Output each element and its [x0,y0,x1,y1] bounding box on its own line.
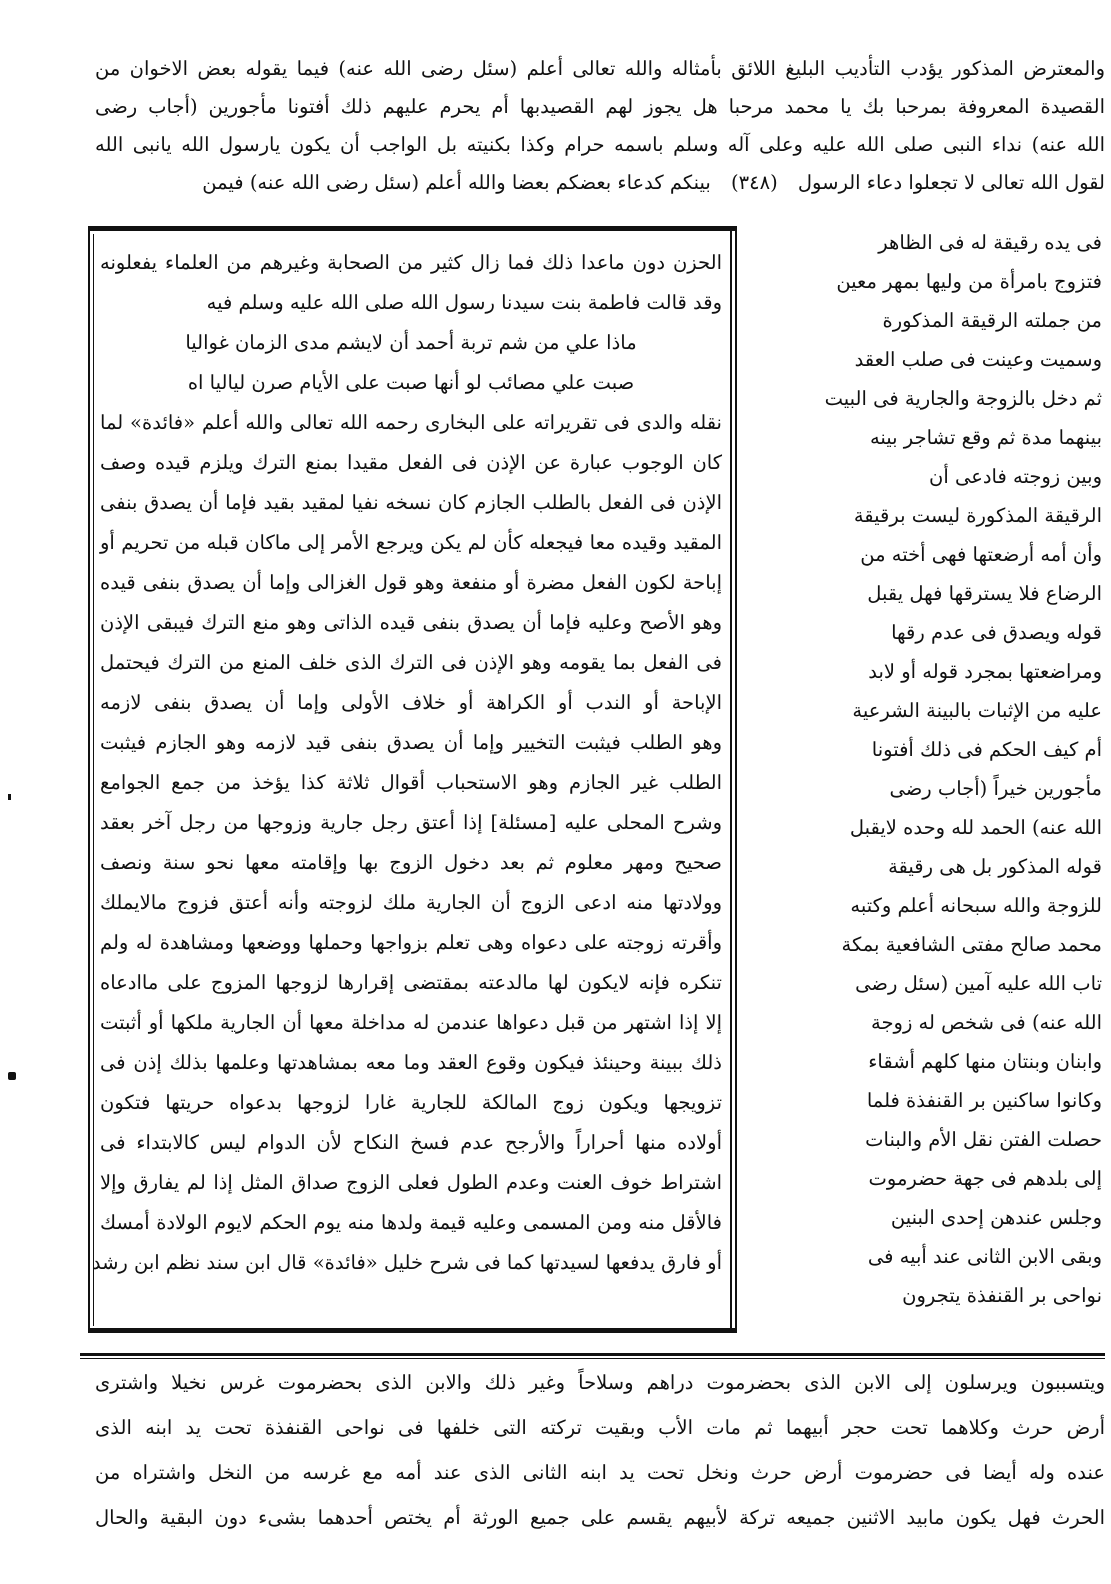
side-line: وابنان وبنتان منها كلهم أشقاء [868,1050,1102,1073]
side-line: قوله ويصدق فى عدم رقها [891,621,1102,644]
scan-mark [8,794,11,800]
side-line: الرضاع فلا يسترقها فهل يقبل [867,582,1102,605]
side-line: محمد صالح مفتى الشافعية بمكة [841,933,1102,956]
frame-left-inner-rule [93,234,94,1326]
frame-top-rule [88,226,737,231]
side-line: الله عنه) الحمد لله وحده لايقبل [849,816,1102,839]
bottom-line: أرض حرث وكلاهما تحت حجر أبيهما ثم مات الأب وبقيت تركته التى خلفها فى نواحى القنفذة تحت يد ابنه الذى [95,1416,1105,1439]
side-line: وكانوا ساكنين بر القنفذة فلما [866,1089,1102,1112]
poem-verse: ماذا علي من شم تربة أحمد أن لايشم مدى الزمان غواليا [185,331,637,354]
side-line: الرقيقة المذكورة ليست برقيقة [853,504,1102,527]
top-line: والمعترض المذكور يؤدب التأديب البليغ اللائق بأمثاله والله تعالى أعلم (سئل رضى الله عنه) فيما يقوله بعض الاخوان من [95,57,1105,80]
top-line-segment: لقول الله تعالى لا تجعلوا دعاء الرسول [797,171,1105,194]
side-line: قوله المذكور بل هى رقيقة [888,855,1102,878]
bottom-section-thin-rule [80,1358,1105,1359]
side-line: للزوجة والله سبحانه أعلم وكتبه [850,894,1102,917]
top-line-with-page-number [95,166,1105,200]
frame-bottom-rule [88,1328,737,1333]
main-line: إباحة لكون الفعل مضرة أو منفعة وهو قول الغزالى وإما أن يصدق بنفى قيده [100,571,722,594]
side-line: نواحى بر القنفذة يتجرون [902,1284,1102,1307]
side-line: فتزوج بامرأة من وليها بمهر معين [836,270,1102,293]
main-line: وأقرته زوجته على دعواه وهى تعلم بزواجها وحملها ووضعها ومشاهدة له ولم [100,931,722,954]
scan-mark [8,1072,16,1080]
side-line: وبين زوجته فادعى أن [929,465,1102,488]
frame-right-rule [735,226,737,1333]
main-line: أو فارق يدفعها لسيدتها كما فى شرح خليل «فائدة» قال ابن سند نظم ابن رشد [91,1251,722,1274]
side-line: من جملته الرقيقة المذكورة [882,309,1102,332]
side-line: إلى بلدهم فى جهة حضرموت [868,1167,1102,1190]
frame-right-inner-rule [730,226,732,1333]
side-line: مأجورين خيراً (أجاب رضى [889,777,1102,800]
side-line: ومراضعتها بمجرد قوله أو لابد [868,660,1102,683]
page-number: (٣٤٨) [731,171,778,194]
main-line: إلا إذا اشتهر من قبل دعواها عندمن له مداخلة معها أن الجارية ملكها أو أثبتت [100,1011,722,1034]
side-line: الله عنه) فى شخص له زوجة [871,1011,1102,1034]
bottom-line: الحرث فهل يكون مابيد الاثنين جميعه تركة لأبيهم يقسم على جميع الورثة أم يختص أحدهما بشىء دون البقية والحال [95,1506,1105,1529]
bottom-section-rule [80,1353,1105,1356]
main-line: المقيد وقيده معا فيجعله كأن لم يكن ويرجع الأمر إلى ماكان قبله من تحريم أو [100,531,722,554]
top-line-segment: بينكم كدعاء بعضكم بعضا والله أعلم (سئل رضى الله عنه) فيمن [202,171,711,194]
main-line: اشتراط خوف العنت وعدم الطول فعلى الزوج صداق المثل إذا لم يفارق وإلا [100,1171,722,1194]
bottom-line: عنده وله أيضا فى حضرموت أرض حرث ونخل تحت يد ابنه الثانى الذى عند أمه مع غرسه من النخل واشتراه من [95,1461,1105,1484]
side-line: عليه من الإثبات بالبينة الشرعية [852,699,1102,722]
main-line: وهو الأصح وعليه فإما أن يصدق بنفى قيده الذاتى وهو منع الترك فيبقى الإذن [100,611,722,634]
main-line: نقله والدى فى تقريراته على البخارى رحمه الله تعالى والله أعلم «فائدة» لما [100,411,722,434]
main-line: وشرح المحلى عليه [مسئلة] إذا أعتق رجل جارية وزوجها من رجل آخر بعقد [100,811,722,834]
main-line: الإباحة أو الندب أو الكراهة أو خلاف الأولى وإما أن يصدق بنفى لازمه [100,691,722,714]
side-line: حصلت الفتن نقل الأم والبنات [865,1128,1102,1151]
side-line: وجلس عندهن إحدى البنين [890,1206,1102,1229]
main-line: أولاده منها أحراراً والأرجح عدم فسخ النكاح لأن الدوام ليس كالابتداء فى [100,1131,722,1154]
main-line: الطلب غير الجازم وهو الاستحباب أقوال ثلاثة كذا يؤخذ من جمع الجوامع [100,771,722,794]
main-line: وقد قالت فاطمة بنت سيدنا رسول الله صلى الله عليه وسلم فيه [206,291,722,314]
main-line: الحزن دون ماعدا ذلك فما زال كثير من الصحابة وغيرهم من العلماء يفعلونه [100,251,722,274]
frame-left-rule [88,226,90,1333]
main-line: فالأقل منه ومن المسمى وعليه قيمة ولدها منه يوم الحكم لايوم الولادة أمسك [100,1211,722,1234]
main-line: الإذن فى الفعل بالطلب الجازم كان نسخه نفيا لمقيد بقيد فإما أن يصدق بنفى [100,491,722,514]
side-line: ثم دخل بالزوجة والجارية فى البيت [824,387,1102,410]
side-line: بينهما مدة ثم وقع تشاجر بينه [869,426,1102,449]
bottom-line: ويتسببون ويرسلون إلى الابن الذى بحضرموت دراهم وسلاحاً وغير ذلك والابن الذى بحضرموت غرس نخيلا واشترى [95,1371,1105,1394]
side-line: وبقى الابن الثانى عند أبيه فى [867,1245,1102,1268]
main-line: كان الوجوب عبارة عن الإذن فى الفعل مقيدا بمنع الترك ويلزم قيده وصف [100,451,722,474]
main-line: تنكره فإنه لايكون لها مالدعته بمقتضى إقرارها لزوجها المزوج على ماادعاه [100,971,722,994]
main-line: فى الفعل بما يقومه وهو الإذن فى الترك الذى خلف المنع من الترك فيحتمل [100,651,722,674]
top-line: القصيدة المعروفة بمرحبا بك يا محمد مرحبا هل يجوز لهم القصيدبها أم يحرم عليهم ذلك أفتونا مأجورين (أجاب رضى [95,95,1105,118]
main-line: ذلك ببينة وحينئذ فيكون وقوع العقد وما معه بمشاهدتها وعلمها بذلك إذن فى [100,1051,722,1074]
poem-verse: صبت علي مصائب لو أنها صبت على الأيام صرن لياليا اه [187,371,635,394]
main-line: تزويجها ويكون زوج المالكة للجارية غارا لزوجها بدعواه حريتها فتكون [100,1091,722,1114]
top-line: الله عنه) نداء النبى صلى الله عليه وعلى آله وسلم باسمه حرام وكذا بكنيته بل الواجب أن يكون يارسول الله يانبى الله [95,133,1105,156]
main-line: صحيح ومهر معلوم ثم بعد دخول الزوج بها وإقامته معها نحو سنة ونصف [100,851,722,874]
main-line: وولادتها منه ادعى الزوج أن الجارية ملك لزوجته وأنه أعتق فزوج مالايملك [100,891,722,914]
side-line: أم كيف الحكم فى ذلك أفتونا [871,738,1102,761]
side-line: فى يده رقيقة له فى الظاهر [878,231,1102,254]
main-line: وهو الطلب فيثبت التخيير وإما أن يصدق بنفى قيد لازمه وهو الجازم فيثبت [100,731,722,754]
side-line: وأن أمه أرضعتها فهى أخته من [860,543,1102,566]
side-line: وسميت وعينت فى صلب العقد [854,348,1102,371]
side-line: تاب الله عليه آمين (سئل رضى [855,972,1102,995]
